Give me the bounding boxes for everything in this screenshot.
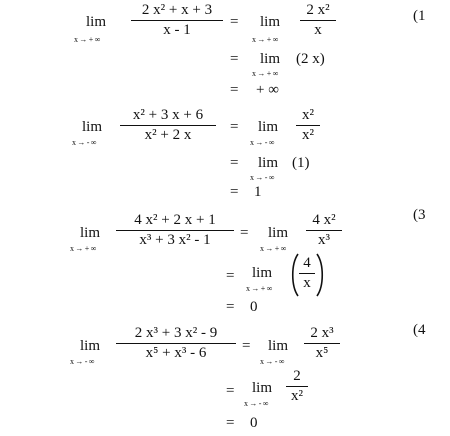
right-paren-icon [315,252,325,298]
lim-subscript: x → + ∞ [252,35,279,44]
lim-operator: lim [80,338,101,354]
lim-operator: lim [258,155,279,171]
lim-operator: lim [82,119,103,135]
numerator: 4 x² [312,212,336,228]
lim-operator: lim [268,338,289,354]
lim-subscript: x → + ∞ [70,244,97,253]
lim-subscript: x → + ∞ [74,35,101,44]
equals-sign: = [242,338,251,354]
lim-subscript: x → + ∞ [246,284,273,293]
lim-operator: lim [252,380,273,396]
lim-operator: lim [260,51,281,67]
problem-label-3: (3 [413,207,426,223]
problem-label-4: (4 [413,322,426,338]
lim-operator: lim [252,265,273,281]
lim-operator: lim [258,119,279,135]
denominator: x³ + 3 x² - 1 [139,232,211,248]
denominator: x⁵ + x³ - 6 [145,345,207,361]
fraction [116,212,234,249]
equals-sign: = [226,383,235,399]
fraction [304,325,340,362]
limit-result: 1 [254,184,262,200]
limit-argument: (1) [292,155,310,171]
lim-subscript: x → - ∞ [260,357,285,366]
equals-sign: = [230,82,239,98]
fraction [306,212,342,249]
equals-sign: = [230,14,239,30]
denominator: x [314,22,322,38]
lim-subscript: x → - ∞ [250,173,275,182]
lim-subscript: x → - ∞ [250,138,275,147]
denominator: x² + 2 x [144,127,192,143]
problem-label-1: (1 [413,8,426,24]
fraction [286,368,308,405]
limit-result: 0 [250,415,258,431]
lim-subscript: x → + ∞ [252,69,279,78]
limit-result: + ∞ [256,82,279,98]
lim-subscript: x → + ∞ [260,244,287,253]
denominator: x [303,275,311,291]
lim-subscript: x → - ∞ [72,138,97,147]
numerator: 2 [293,368,301,384]
numerator: 2 x³ + 3 x² - 9 [134,325,218,341]
fraction [120,107,216,144]
numerator: 4 [303,255,311,271]
lim-operator: lim [86,14,107,30]
equals-sign: = [230,155,239,171]
lim-operator: lim [80,225,101,241]
lim-operator: lim [268,225,289,241]
denominator: x⁵ [315,345,329,361]
denominator: x³ [318,232,330,248]
lim-subscript: x → - ∞ [244,399,269,408]
equals-sign: = [230,119,239,135]
equals-sign: = [226,415,235,431]
denominator: x² [302,127,314,143]
lim-operator: lim [260,14,281,30]
numerator: x² [302,107,314,123]
limit-result: 0 [250,299,258,315]
fraction [296,107,320,144]
equals-sign: = [230,184,239,200]
fraction [116,325,236,362]
equals-sign: = [230,51,239,67]
fraction [299,254,315,293]
lim-subscript: x → - ∞ [70,357,95,366]
denominator: x - 1 [163,22,191,38]
equals-sign: = [226,299,235,315]
fraction [131,2,223,39]
denominator: x² [291,388,303,404]
numerator: 2 x² [306,2,330,18]
numerator: x² + 3 x + 6 [132,107,204,123]
numerator: 2 x² + x + 3 [141,2,213,18]
limit-argument: (2 x) [296,51,325,67]
equals-sign: = [226,268,235,284]
equals-sign: = [240,225,249,241]
fraction [300,2,336,39]
numerator: 2 x³ [310,325,334,341]
numerator: 4 x² + 2 x + 1 [134,212,216,228]
